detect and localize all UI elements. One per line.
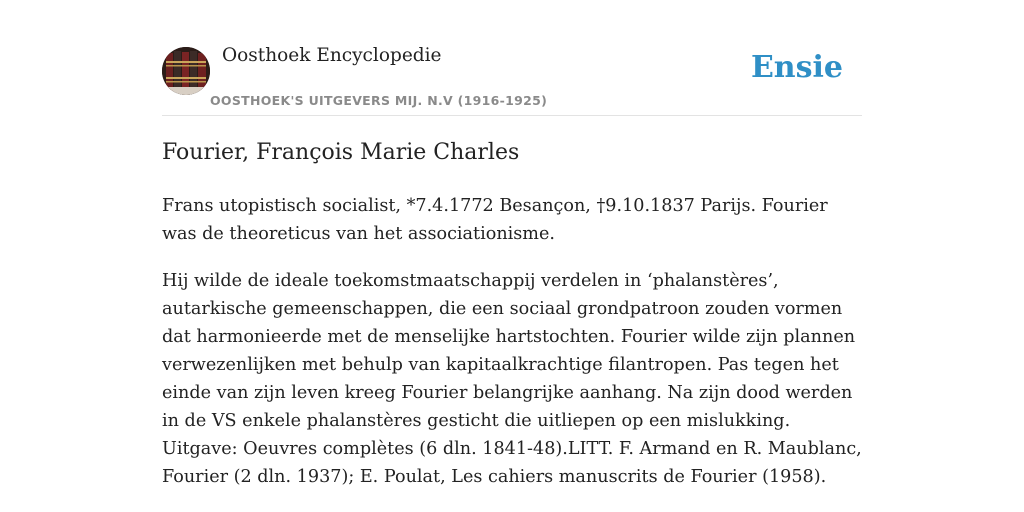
article-title: Fourier, François Marie Charles: [162, 140, 520, 165]
brand-logo[interactable]: Ensie: [750, 50, 843, 85]
article-paragraph: Hij wilde de ideale toekomstmaatschappij verdelen in ‘phalanstères’, autarkische gemeenschappen, die een sociaal grondpatroon zouden vormen dat harmonieerde met de menselijke hartstochten. Fourier wilde zijn plannen verwezenlijken met behulp van kapitaalkrachtige filantropen. Pas tegen het einde van zijn leven kreeg Fourier belangrijke aanhang. Na zijn dood werden in de VS enkele phalanstères gesticht die uitliepen op een mislukking. Uitgave: Oeuvres complètes (6 dln. 1841-48).LITT. F. Armand en R. Maublanc, Fourier (2 dln. 1937); E. Poulat, Les cahiers manuscrits de Fourier (1958).: [162, 271, 862, 487]
article-paragraph: Frans utopistisch socialist, *7.4.1772 Besançon, †9.10.1837 Parijs. Fourier was de theoreticus van het associationisme.: [162, 196, 828, 244]
source-name[interactable]: Oosthoek Encyclopedie: [222, 45, 442, 66]
source-subtitle: OOSTHOEK'S UITGEVERS MIJ. N.V (1916-1925): [210, 93, 548, 108]
article-card: [162, 0, 862, 512]
article-body: [162, 192, 862, 510]
article-header: [162, 0, 862, 116]
book-spines-icon[interactable]: [162, 47, 210, 95]
